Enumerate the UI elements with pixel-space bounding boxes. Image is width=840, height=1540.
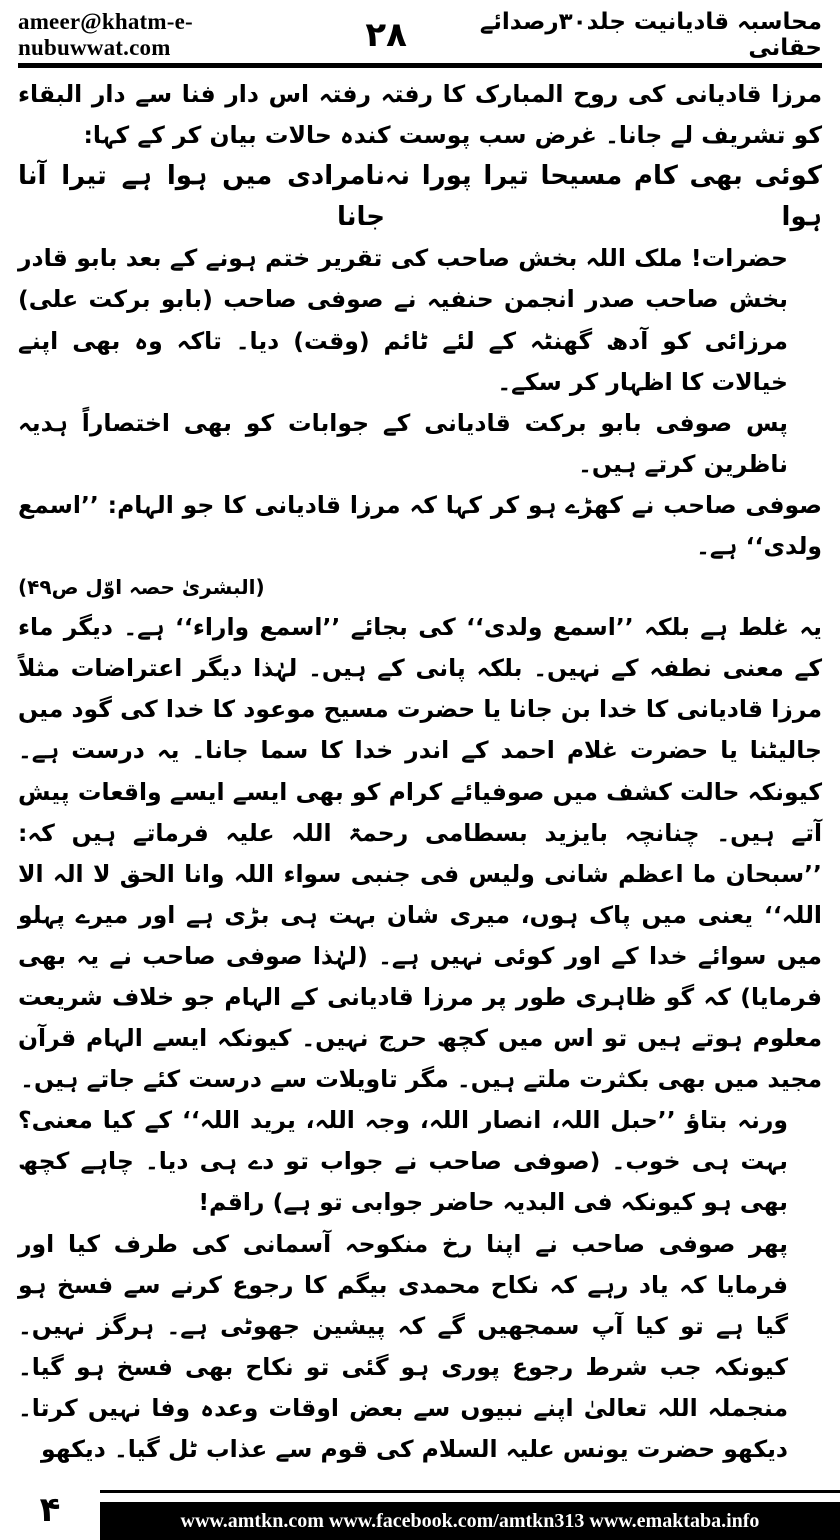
paragraph-1: مرزا قادیانی کی روح المبارک کا رفتہ رفتہ اس دار فنا سے دار البقاء کو تشریف لے جانا۔ غرض سب پوست کندہ حالات بیان کر کے کہا: <box>18 80 822 150</box>
paragraph-6: ورنہ بتاؤ ’’حبل اللہ، انصار اللہ، وجہ اللہ، یرید اللہ‘‘ کے کیا معنی؟ بہت ہی خوب۔ (صوفی صاحب نے جواب تو دے ہی دیا۔ چاہے کچھ بھی ہو کیونکہ فی البدیہ حاضر جوابی تو ہے) راقم! <box>18 1106 788 1217</box>
paragraph-7: پھر صوفی صاحب نے اپنا رخ منکوحہ آسمانی کی طرف کیا اور فرمایا کہ یاد رہے کہ نکاح محمدی بیگم کا رجوع کرنے سے فسخ ہو گیا ہے تو کیا آپ سمجھیں گے کہ پیشین جھوٹی ہے۔ ہرگز نہیں۔ کیونکہ جب شرط رجوع پوری ہو گئی تو نکاح بھی فسخ ہو گیا۔ منجملہ اللہ تعالیٰ اپنے نبیوں سے بعض اوقات وعدہ وفا نہیں کرتا۔ دیکھو حضرت یونس علیہ السلام کی قوم سے عذاب ٹل گیا۔ دیکھو <box>18 1229 788 1463</box>
header-left <box>18 9 407 61</box>
poem-couplet <box>18 156 822 238</box>
reference-citation: (البشریٰ حصہ اوّل ص۴۹) <box>18 575 265 600</box>
paragraph-2: حضرات! ملک اللہ بخش صاحب کی تقریر ختم ہونے کے بعد بابو قادر بخش صاحب صدر انجمن حنفیہ نے صوفی صاحب (بابو برکت علی) مرزائی کو آدھ گھنٹہ کے لئے ٹائم (وقت) دیا۔ تاکہ وہ بھی اپنے خیالات کا اظہار کر سکے۔ <box>18 244 788 396</box>
paragraph-3: پس صوفی بابو برکت قادیانی کے جوابات کو بھی اختصاراً ہدیہ ناظرین کرتے ہیں۔ <box>18 408 788 478</box>
header-rule <box>18 63 822 68</box>
page-header <box>18 10 822 60</box>
page-footer <box>0 1480 840 1540</box>
header-email[interactable]: ameer@khatm-e-nubuwwat.com <box>18 9 193 60</box>
page-body <box>18 74 822 1474</box>
header-title: محاسبہ قادیانیت جلد۳۰رصدائے حقانی <box>479 9 822 61</box>
footer-links[interactable]: www.amtkn.com www.facebook.com/amtkn313 www.emaktaba.info <box>100 1502 840 1540</box>
paragraph-5: یہ غلط ہے بلکہ ’’اسمع ولدی‘‘ کی بجائے ’’اسمع واراء‘‘ ہے۔ دیگر ماء کے معنی نطفہ کے نہیں۔ بلکہ پانی کے ہیں۔ لہٰذا دیگر اعتراضات مثلاً مرزا قادیانی کا خدا بن جانا یا حضرت مسیح موعود کا خدا کی گود میں جالیٹنا یا حضرت غلام احمد کے اندر خدا کا سما جانا۔ یہ درست ہے۔ کیونکہ حالت کشف میں صوفیائے کرام کو بھی ایسے ایسے واقعات پیش آتے ہیں۔ چنانچہ بایزید بسطامی رحمۃ اللہ علیہ فرماتے ہیں کہ: ’’سبحان ما اعظم شانی ولیس فی جنبی سواء اللہ وانا الحق لا الہ الا اللہ‘‘ یعنی میں پاک ہوں، میری شان بہت ہی بڑی ہے اور میرے پہلو میں سوائے خدا کے اور کوئی نہیں ہے۔ (لہٰذا صوفی صاحب نے یہ بھی فرمایا) کہ گو ظاہری طور پر مرزا قادیانی کے الہام جو خلاف شریعت معلوم ہوتے ہیں تو اس میں کچھ حرج نہیں۔ کیونکہ ایسے الہام قرآن مجید میں بھی بکثرت ملتے ہیں۔ مگر تاویلات سے درست کئے جاتے ہیں۔ <box>18 613 822 1094</box>
paragraph-4: صوفی صاحب نے کھڑے ہو کر کہا کہ مرزا قادیانی کا جو الہام: ’’اسمع ولدی‘‘ ہے۔ <box>18 490 822 561</box>
header-page-number: ۲۸ <box>365 15 407 55</box>
poem-second-hemistich: نامرادی میں ہوا ہے تیرا آنا جانا <box>18 161 385 233</box>
footer-rule <box>100 1490 840 1493</box>
footer-page-number: ۴ <box>0 1480 100 1540</box>
poem-first-hemistich: کوئی بھی کام مسیحا تیرا پورا نہ ہوا <box>384 161 822 233</box>
